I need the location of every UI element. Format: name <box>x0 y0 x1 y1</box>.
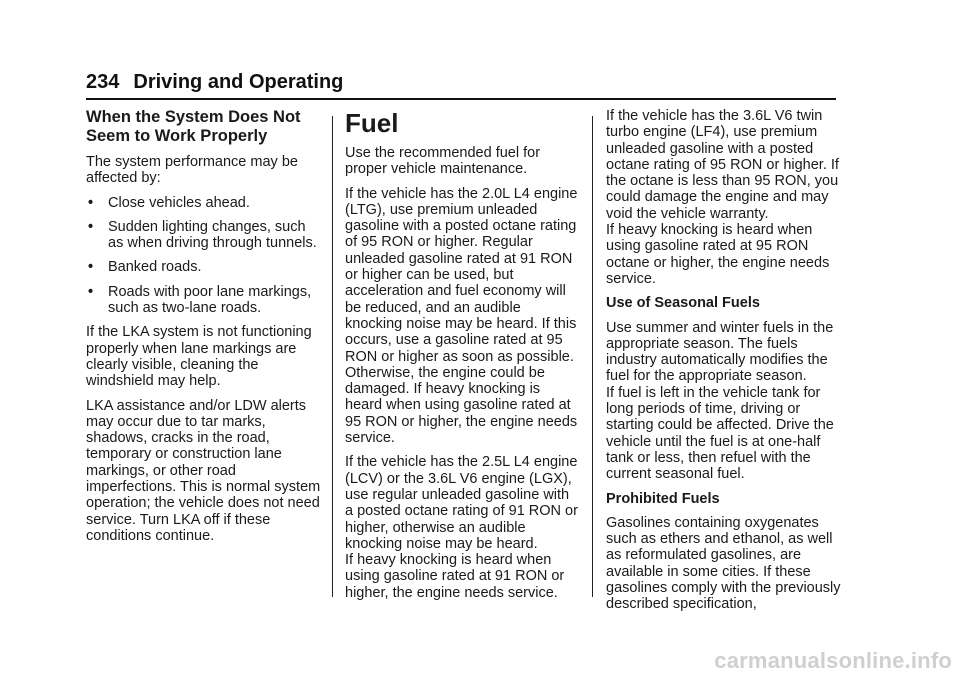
subheading-prohibited-fuels: Prohibited Fuels <box>606 490 720 507</box>
section-heading-system-not-working: When the System Does Not Seem to Work Properly <box>86 108 301 145</box>
column-divider-1 <box>332 116 333 597</box>
list-item <box>86 195 322 211</box>
subheading-seasonal-fuels: Use of Seasonal Fuels <box>606 295 760 312</box>
column-left <box>86 108 322 552</box>
list-item-text: Sudden lighting changes, such as when driving through tunnels. <box>108 218 317 252</box>
list-item <box>86 259 322 275</box>
bullet-icon: • <box>88 259 94 276</box>
ltg-engine-paragraph: If the vehicle has the 2.0L L4 engine (LTG), use premium unleaded gasoline with a posted octane rating of 95 RON or higher. Regular unleaded gasoline rated at 91 RON or higher can be used, but acceleration and fuel economy will be reduced, and an audible knocking noise may be heard. If this occurs, use a gasoline rated at 95 RON or higher as soon as possible. Otherwise, the engine could be damaged. If heavy knocking is heard when using gasoline rated at 95 RON or higher, the engine needs service. <box>345 185 578 447</box>
fuel-storage-paragraph: If fuel is left in the vehicle tank for long periods of time, driving or starting could be affected. Drive the vehicle until the fuel is at one-half tank or less, then refuel with the current seasonal fuel. <box>606 384 834 483</box>
column-middle <box>345 108 581 609</box>
section-title-fuel: Fuel <box>345 108 399 138</box>
fuel-intro-paragraph: Use the recommended fuel for proper vehicle maintenance. <box>345 145 541 178</box>
list-item-text: Banked roads. <box>108 259 202 276</box>
prohibited-fuels-paragraph: Gasolines containing oxygenates such as ethers and ethanol, as well as reformulated gasolines, are available in some cities. If these gasolines comply with the previously described specification, <box>606 514 841 613</box>
column-divider-2 <box>592 116 593 597</box>
intro-paragraph: The system performance may be affected by: <box>86 154 298 187</box>
lcv-lgx-engine-paragraph: If the vehicle has the 2.5L L4 engine (LCV) or the 3.6L V6 engine (LGX), use regular unleaded gasoline with a posted octane rating of 91 RON or higher, otherwise an audible knocking noise may be heard. <box>345 454 578 552</box>
seasonal-fuels-paragraph: Use summer and winter fuels in the appropriate season. The fuels industry automatically modifies the fuel for the appropriate season. <box>606 319 834 385</box>
list-item <box>86 219 322 252</box>
lka-cleaning-paragraph: If the LKA system is not functioning properly when lane markings are clearly visible, cleaning the windshield may help. <box>86 324 312 390</box>
lf4-knocking-paragraph: If heavy knocking is heard when using gasoline rated at 95 RON octane or higher, the engine needs service. <box>606 222 830 287</box>
list-item <box>86 284 322 317</box>
conditions-list <box>86 195 322 317</box>
bullet-icon: • <box>88 194 94 211</box>
page-header <box>86 70 343 94</box>
header-divider <box>86 98 836 100</box>
list-item-text: Close vehicles ahead. <box>108 194 250 211</box>
lka-alerts-paragraph: LKA assistance and/or LDW alerts may occur due to tar marks, shadows, cracks in the road, temporary or construction lane markings, or other road imperfections. This is normal system operation; the vehicle does not need service. Turn LKA off if these conditions continue. <box>86 397 321 544</box>
column-right <box>606 108 842 621</box>
chapter-title: Driving and Operating <box>133 71 344 93</box>
watermark-text: carmanualsonline.info <box>714 648 952 673</box>
bullet-icon: • <box>88 218 94 235</box>
lf4-engine-paragraph: If the vehicle has the 3.6L V6 twin turbo engine (LF4), use premium unleaded gasoline with a posted octane rating of 95 RON or higher. If the octane is less than 95 RON, you could damage the engine and may void the vehicle warranty. <box>606 108 839 222</box>
list-item-text: Roads with poor lane markings, such as two-lane roads. <box>108 283 312 317</box>
bullet-icon: • <box>88 283 94 300</box>
lcv-lgx-knocking-paragraph: If heavy knocking is heard when using gasoline rated at 91 RON or higher, the engine needs service. <box>345 552 565 601</box>
page-number: 234 <box>86 71 120 93</box>
